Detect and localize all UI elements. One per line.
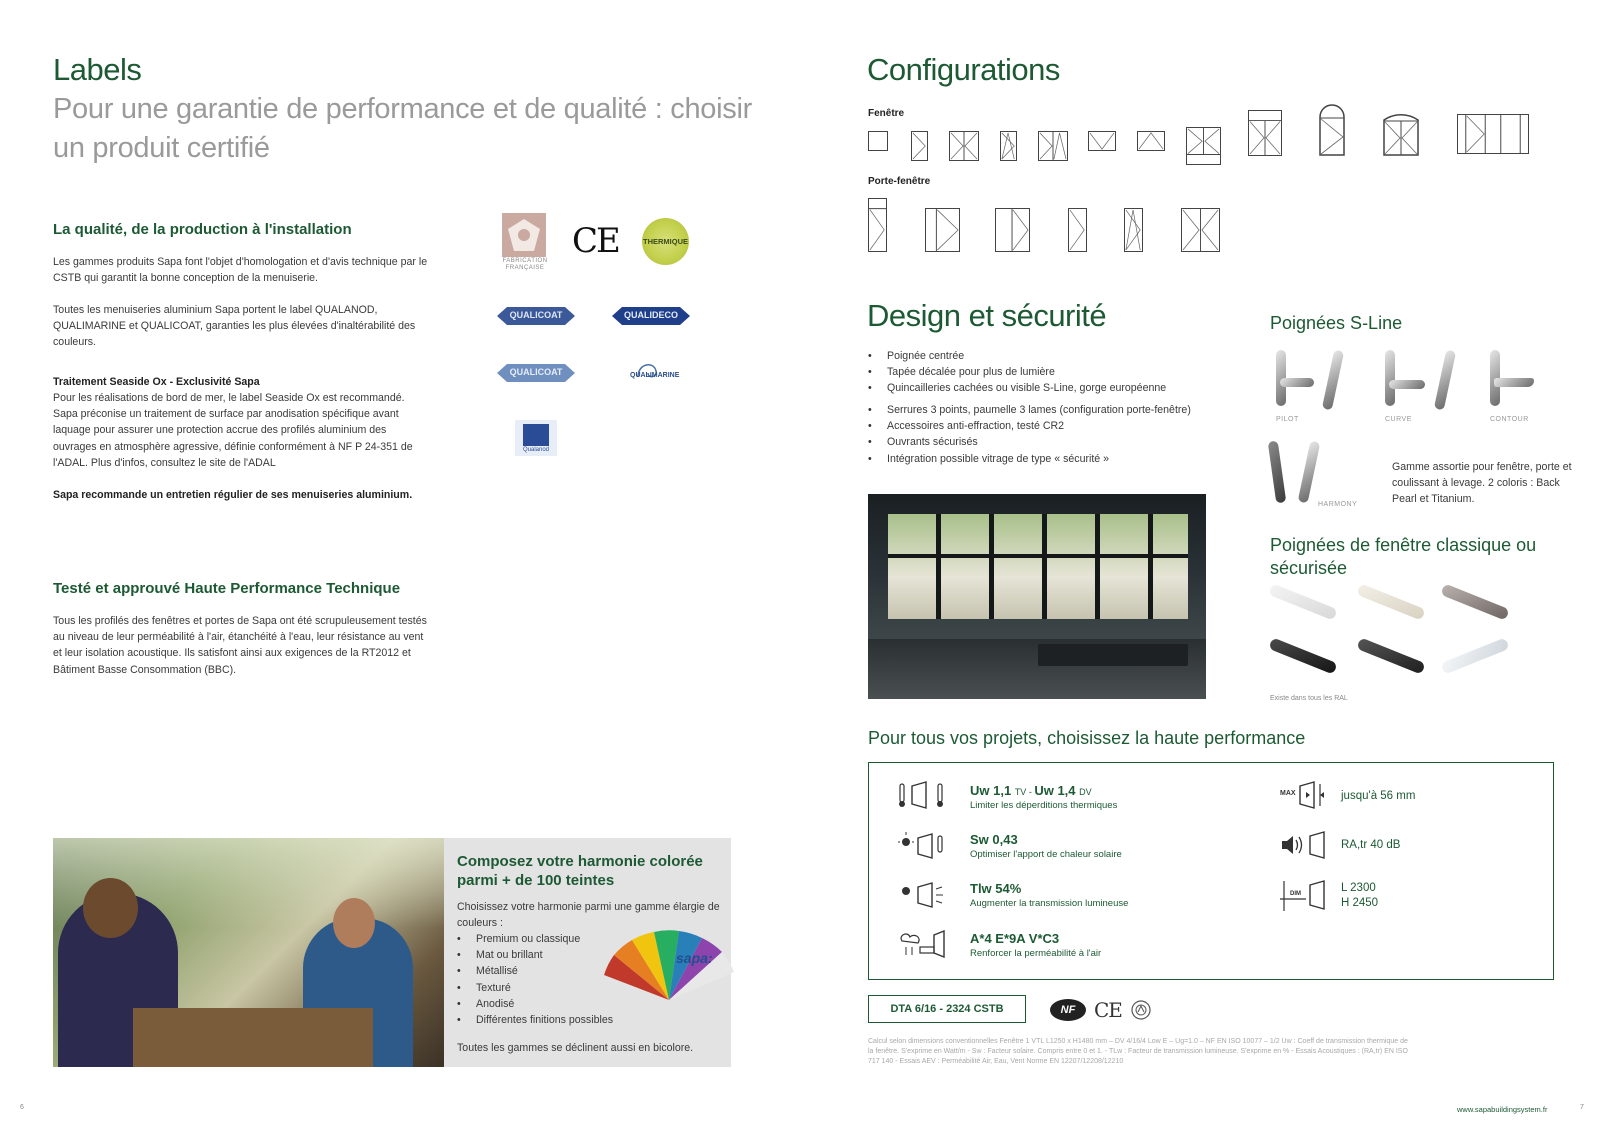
maintenance-recommendation: Sapa recommande un entretien régulier de ses menuiseries aluminium. — [53, 489, 413, 501]
color-option: • Anodisé — [457, 996, 613, 1012]
qualideco-logo: QUALIDECO — [612, 305, 690, 327]
security-features-list — [868, 402, 1191, 467]
handle-caption-harmony: HARMONY — [1318, 501, 1358, 508]
window-config-double-fixed-top — [1248, 110, 1282, 156]
color-options-list — [457, 931, 613, 1028]
dimensions-value: L 2300 H 2450 — [1341, 882, 1379, 909]
performance-title: Pour tous vos projets, choisissez la haute performance — [868, 728, 1306, 748]
color-option: • Métallisé — [457, 963, 613, 979]
sapa-fan-label: sapa: — [676, 950, 713, 966]
window-config-double-transom — [1186, 127, 1221, 165]
uw-description: Limiter les déperditions thermiques — [970, 800, 1118, 811]
technical-footnote: Calcul selon dimensions conventionnelles Fenêtre 1 VTL L1250 x H1480 mm – DV 4/16/4 Low E – Ug=1.0 – NF EN ISO 10077 – 1/2 Uw : Coeff de transmission thermique de la fenêtre. S'exprime en Watt/m - Sw : Facteur solaire. Compris entre 0 et 1. - TLw : Facteur de transmission lumineuse. S'exprime en % - Essais Acoustiques : (RA,tr) EN ISO 717 140 - Essais AEV : Perméabilité Air, Eau, Vent Norme EN 12207/12208/12210 — [868, 1038, 1408, 1065]
window-config-double-tilt — [1038, 131, 1068, 161]
door-config-single-transom — [868, 198, 887, 252]
design-feature: • Quincailleries cachées ou visible S-Line, gorge européenne — [868, 380, 1166, 396]
window-config-arched-single — [1319, 104, 1345, 156]
dimensions-icon: DIM — [1280, 879, 1330, 913]
door-config-double — [925, 208, 960, 252]
design-security-title: Design et sécurité — [867, 298, 1107, 333]
sw-value: Sw 0,43 — [970, 832, 1018, 847]
window-config-arched-double — [1383, 110, 1419, 156]
door-config-single — [1068, 208, 1087, 252]
family-dinner-photo — [53, 838, 444, 1067]
ce-mark-logo: CE — [572, 221, 619, 261]
color-harmony-intro: Choisissez votre harmonie parmi une gamme élargie de couleurs : — [457, 901, 720, 930]
classic-handles-title: Poignées de fenêtre classique ou sécurisée — [1270, 535, 1537, 578]
qualicoat-seaside-logo: QUALICOAT — [497, 362, 575, 384]
performance-section-title: Testé et approuvé Haute Performance Technique — [53, 580, 401, 597]
air-permeability-icon — [898, 929, 948, 959]
acoustic-icon — [1280, 830, 1330, 860]
window-config-tilt — [1000, 131, 1017, 161]
window-config-top-hung — [1088, 131, 1116, 151]
handle-caption-pilot: PILOT — [1276, 416, 1299, 423]
labels-subtitle: Pour une garantie de performance et de qualité : choisir un produit certifié — [53, 93, 752, 164]
aev-value: A*4 E*9A V*C3 — [970, 931, 1060, 946]
ce-mark-small: CE — [1094, 998, 1122, 1022]
acoustic-value: RA,tr 40 dB — [1341, 839, 1401, 851]
labels-title: Labels — [53, 52, 142, 87]
door-config-double-alt — [995, 208, 1030, 252]
security-feature: • Serrures 3 points, paumelle 3 lames (configuration porte-fenêtre) — [868, 402, 1191, 418]
uw-value: Uw 1,1 TV - Uw 1,4 DV — [970, 783, 1092, 798]
website-link[interactable]: www.sapabuildingsystem.fr — [1457, 1105, 1548, 1114]
porte-fenetre-label: Porte-fenêtre — [868, 176, 931, 187]
sline-handles-text: Gamme assortie pour fenêtre, porte et coulissant à levage. 2 coloris : Back Pearl et Titanium. — [1392, 461, 1572, 506]
certification-seal-icon — [1131, 1000, 1151, 1020]
seaside-text: Pour les réalisations de bord de mer, le label Seaside Ox est recommandé. Sapa préconise un traitement de surface par anodisation spécifique avant laquage pour assurer une protection accrue des profilés aluminium des ouvrages en atmosphère agressive, définie conformément à NF P 24-351 de l'ADAL. Plus d'infos, consultez le site de l'ADAL — [53, 392, 413, 469]
color-option: • Texturé — [457, 980, 613, 996]
security-feature: • Intégration possible vitrage de type « sécurité » — [868, 451, 1191, 467]
light-transmission-icon — [898, 879, 948, 909]
color-option: • Premium ou classique — [457, 931, 613, 947]
sline-handles-title: Poignées S-Line — [1270, 313, 1403, 333]
security-feature: • Accessoires anti-effraction, testé CR2 — [868, 418, 1191, 434]
max-glazing-icon: MAX — [1280, 780, 1330, 810]
sline-handles-image — [1268, 346, 1548, 426]
qualimarine-logo: QUALIMARINE — [628, 357, 688, 387]
door-config-double-opening — [1181, 208, 1220, 252]
right-page-number: 7 — [1580, 1104, 1584, 1111]
window-config-fixed — [868, 131, 888, 151]
aev-description: Renforcer la perméabilité à l'air — [970, 948, 1102, 959]
design-feature: • Poignée centrée — [868, 348, 1166, 364]
window-config-bottom-hung — [1137, 131, 1165, 151]
handle-caption-contour: CONTOUR — [1490, 416, 1529, 423]
thermal-icon — [898, 780, 948, 810]
security-feature: • Ouvrants sécurisés — [868, 434, 1191, 450]
nf-logo: NF — [1050, 999, 1086, 1021]
qualanod-logo: Qualanod — [515, 420, 557, 456]
design-feature: • Tapée décalée pour plus de lumière — [868, 364, 1166, 380]
door-config-single-tilt — [1124, 208, 1143, 252]
bicolor-note: Toutes les gammes se déclinent aussi en bicolore. — [457, 1042, 694, 1054]
window-config-single — [911, 131, 928, 161]
color-option: • Différentes finitions possibles — [457, 1012, 613, 1028]
ral-note: Existe dans tous les RAL — [1270, 695, 1348, 702]
color-harmony-title: Composez votre harmonie colorée parmi + de 100 teintes — [457, 853, 703, 889]
quality-section-title: La qualité, de la production à l'installation — [53, 221, 352, 238]
dta-badge: DTA 6/16 - 2324 CSTB — [868, 995, 1026, 1023]
tlw-value: Tlw 54% — [970, 881, 1022, 896]
classic-handles-image — [1268, 588, 1548, 693]
left-page-number: 6 — [20, 1104, 24, 1111]
color-fan-image — [604, 930, 734, 1000]
harmony-handles-image — [1268, 437, 1358, 512]
fenetre-label: Fenêtre — [868, 108, 905, 119]
performance-text: Tous les profilés des fenêtres et portes de Sapa ont été scrupuleusement testés au niveau de leur perméabilité à l'air, étanchéité à l'eau, leur résistance au vent et leur isolation acoustique. Ils satisfont ainsi aux exigences de la RT2012 et Bâtiment Basse Consommation (BBC). — [53, 615, 427, 676]
max-glazing-value: jusqu'à 56 mm — [1341, 790, 1416, 802]
color-option: • Mat ou brillant — [457, 947, 613, 963]
solar-heat-icon — [898, 830, 948, 860]
quality-paragraph-1: Les gammes produits Sapa font l'objet d'homologation et d'avis technique par le CSTB qui garantit la bonne conception de la menuiserie. — [53, 256, 428, 285]
qualicoat-logo: QUALICOAT — [497, 305, 575, 327]
fabrication-francaise-label: FABRICATION FRANÇAISE — [502, 258, 548, 271]
kitchen-veranda-photo — [868, 494, 1206, 699]
tlw-description: Augmenter la transmission lumineuse — [970, 898, 1129, 909]
fabrication-francaise-logo — [502, 213, 546, 257]
handle-caption-curve: CURVE — [1385, 416, 1412, 423]
window-config-double — [949, 131, 979, 161]
design-features-list — [868, 348, 1166, 397]
sw-description: Optimiser l'apport de chaleur solaire — [970, 849, 1122, 860]
thermique-logo — [642, 218, 689, 265]
window-config-sliding — [1457, 114, 1529, 154]
thermique-label: THERMIQUE — [643, 237, 688, 246]
configurations-title: Configurations — [867, 52, 1060, 87]
quality-paragraph-2: Toutes les menuiseries aluminium Sapa portent le label QUALANOD, QUALIMARINE et QUALICOAT, garanties les plus élevées d'inaltérabilité des couleurs. — [53, 304, 416, 349]
seaside-title: Traitement Seaside Ox - Exclusivité Sapa — [53, 376, 260, 388]
